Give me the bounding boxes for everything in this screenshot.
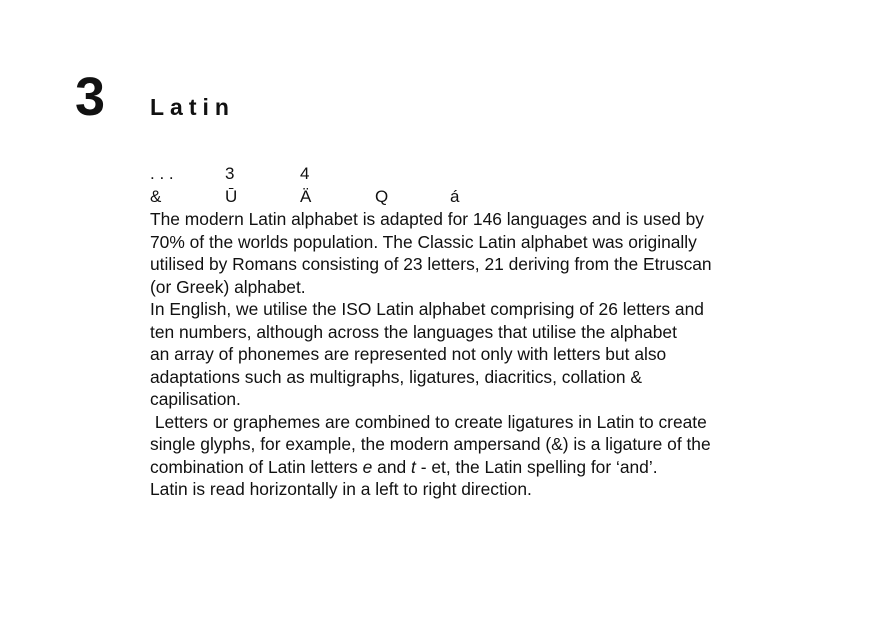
body-line: 70% of the worlds population. The Classic Latin alphabet was originally: [150, 231, 697, 252]
body-line: Letters or graphemes are combined to create ligatures in Latin to create: [150, 411, 707, 432]
glyph-sample: á: [450, 187, 460, 206]
glyph-sample-row-1: [150, 163, 375, 185]
glyph-sample: . . .: [150, 164, 174, 183]
body-line: adaptations such as multigraphs, ligatures, diacritics, collation &: [150, 366, 643, 387]
glyph-sample: Ä: [300, 187, 312, 206]
body-line: ten numbers, although across the languages that utilise the alphabet: [150, 321, 677, 342]
body-text: [150, 208, 800, 501]
glyph-sample: Q: [375, 187, 389, 206]
body-line: Latin is read horizontally in a left to right direction.: [150, 479, 532, 499]
body-line: an array of phonemes are represented not only with letters but also: [150, 344, 667, 364]
ligature-line: [150, 456, 800, 479]
glyph-sample: 4: [300, 164, 310, 183]
chapter-title: Latin: [150, 94, 235, 120]
body-line: (or Greek) alphabet.: [150, 276, 306, 297]
ligature-line-middle: and: [372, 456, 412, 477]
glyph-sample: 3: [225, 164, 235, 183]
body-line: In English, we utilise the ISO Latin alphabet comprising of 26 letters and: [150, 299, 704, 319]
letter-e: e: [362, 456, 373, 477]
glyph-sample: &: [150, 187, 162, 206]
body-line: capilisation.: [150, 389, 241, 409]
letter-t: t: [411, 456, 416, 477]
chapter-number: 3: [75, 67, 106, 127]
glyph-sample-row-2: [150, 186, 525, 208]
body-line: single glyphs, for example, the modern ampersand (&) is a ligature of the: [150, 434, 711, 454]
body-line: utilised by Romans consisting of 23 letters, 21 deriving from the Etruscan: [150, 254, 712, 274]
ligature-line-after: - et, the Latin spelling for ‘and’.: [415, 456, 658, 477]
glyph-sample: Ū: [225, 187, 238, 206]
ligature-line-before: combination of Latin letters: [150, 456, 363, 477]
body-line: The modern Latin alphabet is adapted for 146 languages and is used by: [150, 209, 704, 229]
